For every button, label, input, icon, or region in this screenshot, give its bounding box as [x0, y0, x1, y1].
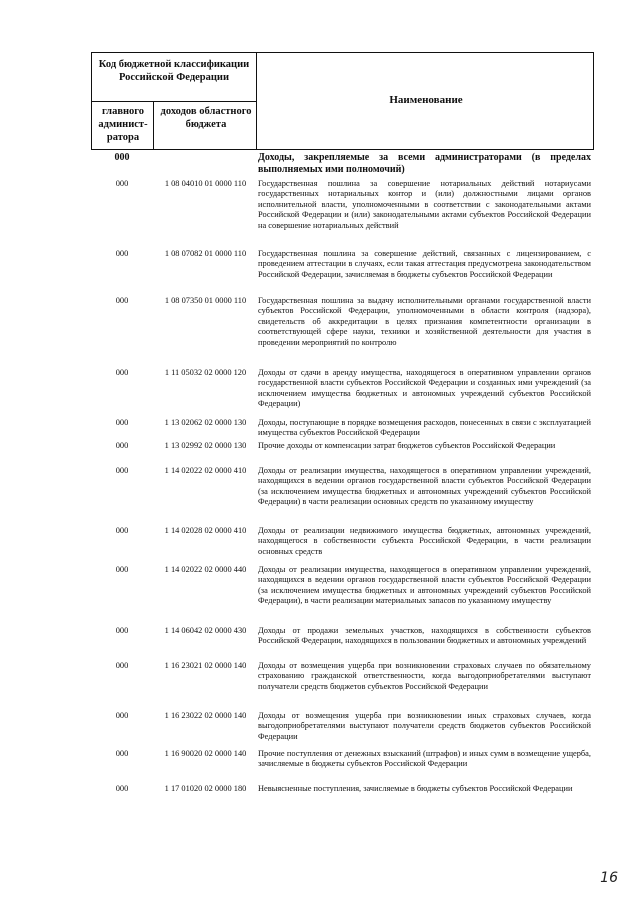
income-code-cell: 1 08 07082 01 0000 110 [164, 249, 247, 258]
admin-code-cell: 000 [115, 296, 129, 305]
name-cell: Доходы от возмещения ущерба при возникновении страховых случаев по обязательному страхованию гражданской ответственности, когда выгодоприобретателями выступают получатели средств бюджетов субъектов Российской Федерации [258, 661, 591, 691]
admin-code-cell: 000 [114, 152, 130, 163]
income-code-cell: 1 14 06042 02 0000 430 [164, 626, 247, 635]
income-code-cell: 1 14 02022 02 0000 410 [164, 466, 247, 475]
admin-code-cell: 000 [115, 626, 129, 635]
income-code-cell: 1 08 04010 01 0000 110 [164, 179, 247, 188]
header-col-name: Наименование [389, 94, 463, 106]
admin-code-cell: 000 [115, 249, 129, 258]
name-cell: Доходы, закрепляемые за всеми администраторами (в пределах выполняемых ими полномочий) [258, 152, 591, 175]
income-code-cell: 1 14 02022 02 0000 440 [164, 565, 247, 574]
name-cell: Государственная пошлина за совершение нотариальных действий нотариусами государственных нотариальных контор и (или) должностными лицами органов исполнительной власти, уполномоченными в соответствии с законодательными актами Российской Федерации и (или) законодательными актами субъектов Российской Федерации на совершение нотариальных действий [258, 179, 591, 230]
name-cell: Прочие доходы от компенсации затрат бюджетов субъектов Российской Федерации [258, 441, 556, 450]
page-number: 16 [600, 870, 618, 886]
header-code-group: Код бюджетной классификации Российской Федерации [98, 59, 250, 83]
income-code-cell: 1 11 05032 02 0000 120 [164, 368, 247, 377]
name-cell: Доходы от реализации недвижимого имущества бюджетных, автономных учреждений, находящегося в собственности субъекта Российской Федерации, в части реализации основных средств [258, 526, 591, 556]
name-cell: Доходы от продажи земельных участков, находящихся в собственности субъектов Российской Федерации, находящихся в пользовании бюджетных и автономных учреждений [258, 626, 591, 646]
header-divider [256, 53, 257, 149]
income-code-cell: 1 16 23021 02 0000 140 [164, 661, 247, 670]
admin-code-cell: 000 [115, 661, 129, 670]
name-cell: Доходы от реализации имущества, находящегося в оперативном управлении учреждений, находящихся в ведении органов государственной власти субъектов Российской Федерации (за исключением имущества бюджетных и автономных учреждений субъектов Российской Федерации) в части реализации основных средств по указанному имуществу [258, 466, 591, 507]
admin-code-cell: 000 [115, 784, 129, 793]
admin-code-cell: 000 [115, 179, 129, 188]
header-col-income: доходов областного бюджета [160, 106, 252, 130]
name-cell: Прочие поступления от денежных взысканий (штрафов) и иных сумм в возмещение ущерба, зачисляемые в бюджеты субъектов Российской Федерации [258, 749, 591, 769]
admin-code-cell: 000 [115, 466, 129, 475]
admin-code-cell: 000 [115, 749, 129, 758]
income-code-cell: 1 16 23022 02 0000 140 [164, 711, 247, 720]
name-cell: Доходы от возмещения ущерба при возникновении иных страховых случаев, когда выгодоприобретателями выступают получатели средств бюджетов субъектов Российской Федерации [258, 711, 591, 741]
income-code-cell: 1 08 07350 01 0000 110 [164, 296, 247, 305]
income-code-cell: 1 13 02992 02 0000 130 [164, 441, 247, 450]
name-cell: Государственная пошлина за выдачу исполнительными органами государственной власти субъектов Российской Федерации, уполномоченными в области контроля (надзора), свидетельств об аккредитации в целях признания компетентности организации в соответствующей сфере науки, техники и хозяйственной деятельности для участия в проведении мероприятий по контролю [258, 296, 591, 347]
table-header [91, 52, 594, 150]
admin-code-cell: 000 [115, 526, 129, 535]
income-code-cell: 1 14 02028 02 0000 410 [164, 526, 247, 535]
name-cell: Государственная пошлина за совершение действий, связанных с лицензированием, с проведением аттестации в случаях, если такая аттестация предусмотрена законодательством Российской Федерации, зачисляемая в бюджеты субъектов Российской Федерации [258, 249, 591, 279]
admin-code-cell: 000 [115, 418, 129, 427]
name-cell: Невыясненные поступления, зачисляемые в бюджеты субъектов Российской Федерации [258, 784, 573, 793]
income-code-cell: 1 16 90020 02 0000 140 [164, 749, 247, 758]
admin-code-cell: 000 [115, 565, 129, 574]
header-divider [153, 101, 154, 149]
admin-code-cell: 000 [115, 711, 129, 720]
income-code-cell: 1 17 01020 02 0000 180 [164, 784, 247, 793]
income-code-cell: 1 13 02062 02 0000 130 [164, 418, 247, 427]
header-divider [92, 101, 256, 102]
admin-code-cell: 000 [115, 441, 129, 450]
name-cell: Доходы от сдачи в аренду имущества, находящегося в оперативном управлении органов государственной власти субъектов Российской Федерации и созданных ими учреждений (за исключением имущества бюджетных и автономных учреждений субъектов Российской Федерации) [258, 368, 591, 409]
header-col-admin: главного админист-ратора [98, 106, 148, 143]
admin-code-cell: 000 [115, 368, 129, 377]
name-cell: Доходы, поступающие в порядке возмещения расходов, понесенных в связи с эксплуатацией имущества субъектов Российской Федерации [258, 418, 591, 438]
name-cell: Доходы от реализации имущества, находящегося в оперативном управлении учреждений, находящихся в ведении органов государственной власти субъектов Российской Федерации (за исключением имущества бюджетных и автономных учреждений субъектов Российской Федерации), в части реализации материальных запасов по указанному имуществу [258, 565, 591, 606]
